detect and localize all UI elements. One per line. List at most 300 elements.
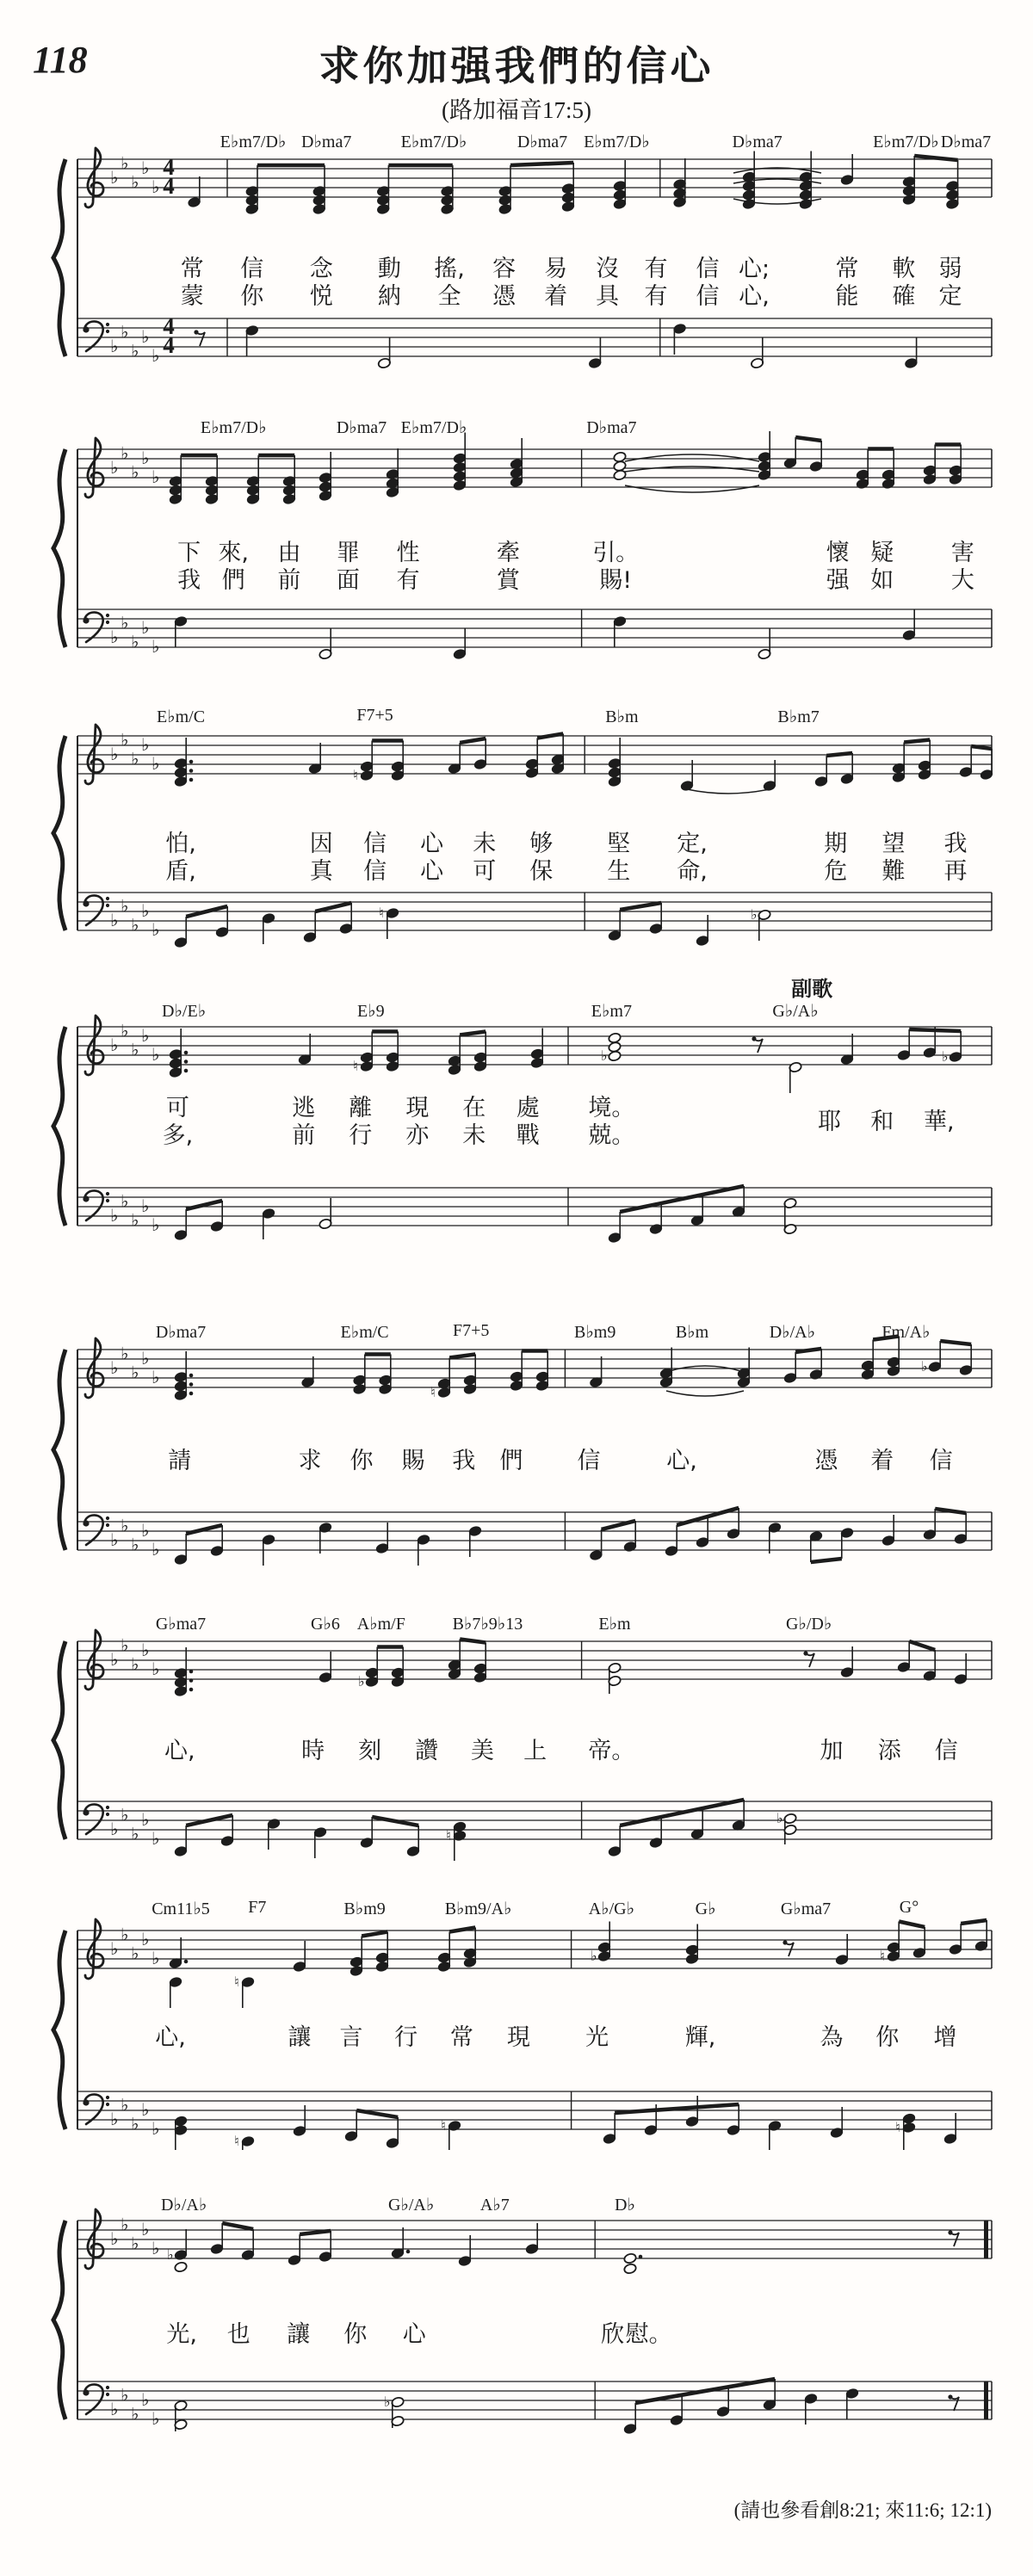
chord-symbol: A♭/G♭: [588, 1900, 635, 1918]
beam: [315, 903, 351, 911]
lyric-syllable: 離: [349, 1095, 373, 1121]
lyric-line-l1: [0, 2315, 1033, 2348]
accidental-icon: ♭: [358, 1673, 365, 1690]
bass-clef-icon: [106, 2103, 109, 2106]
lyric-syllable: 定: [938, 283, 962, 310]
beam: [460, 1640, 486, 1643]
lyric-syllable: 求: [298, 1448, 322, 1474]
lyric-syllable: 增: [933, 2024, 957, 2051]
lyric-syllable: 欣: [601, 2321, 625, 2348]
chord-symbol: D♭/A♭: [769, 1323, 816, 1342]
key-signature-flat-icon: ♭: [152, 636, 160, 657]
accidental-icon: ♮: [895, 2119, 900, 2135]
key-signature-flat-icon: ♭: [110, 2399, 119, 2419]
bass-clef-icon: [83, 2099, 89, 2105]
lyric-syllable: 牽: [496, 540, 520, 566]
lyric-syllable: 着: [544, 283, 568, 310]
scripture-reference: (路加福音17:5): [442, 97, 591, 123]
lyric-line-l1: [0, 534, 1033, 566]
augmentation-dot: [184, 1051, 189, 1055]
key-signature-flat-icon: ♭: [131, 914, 139, 936]
key-signature-flat-icon: ♭: [131, 1362, 139, 1383]
chord-symbol: E♭m7/D♭: [400, 418, 467, 437]
key-signature-flat-icon: ♭: [141, 617, 150, 638]
lyric-syllable: 我: [452, 1448, 476, 1474]
lyric-syllable: 常: [835, 256, 859, 282]
time-signature: 4: [163, 173, 175, 199]
key-signature-flat-icon: ♭: [131, 748, 139, 769]
key-signature-flat-icon: ♭: [152, 2238, 160, 2258]
lyric-syllable: 盾,: [165, 858, 196, 885]
key-signature-flat-icon: ♭: [110, 1205, 119, 1226]
key-signature-flat-icon: ♭: [131, 2403, 139, 2425]
lyric-syllable: 來,: [218, 540, 249, 566]
lyric-syllable: 時: [301, 1738, 325, 1764]
chord-symbol: E♭m7: [591, 1002, 632, 1021]
lyric-syllable: 信: [696, 256, 720, 282]
beam: [811, 1559, 842, 1562]
bass-clef-icon: [106, 1192, 109, 1195]
bass-clef-icon: [106, 2393, 109, 2396]
key-signature-flat-icon: ♭: [141, 448, 150, 468]
system-6: [0, 1603, 1033, 1861]
beam: [222, 2223, 253, 2229]
lyric-syllable: 賜!: [599, 567, 633, 594]
lyric-syllable: 有: [396, 567, 420, 594]
hymn-title: 求你加强我們的信心: [319, 45, 714, 90]
lyric-syllable: 期: [824, 831, 848, 857]
beam: [904, 740, 930, 743]
beam: [460, 738, 486, 743]
augmentation-dot: [189, 1392, 194, 1396]
lyric-syllable: 生: [607, 858, 631, 885]
chord-symbol: E♭m: [598, 1615, 631, 1634]
key-signature-flat-icon: ♭: [110, 2109, 119, 2129]
key-signature-flat-icon: ♭: [152, 2408, 160, 2429]
augmentation-dot: [189, 1374, 194, 1378]
chord-symbol: E♭m7/D♭: [584, 133, 650, 151]
beam: [449, 1355, 475, 1358]
chord-symbol: Cm11♭5: [152, 1900, 210, 1918]
key-signature-flat-icon: ♭: [121, 1515, 129, 1536]
eighth-rest-icon: [197, 332, 205, 346]
lyric-syllable: 怕,: [165, 831, 196, 857]
key-signature-flat-icon: ♭: [141, 2099, 150, 2120]
system-3: [0, 695, 1033, 954]
tie-slur: [625, 466, 759, 472]
lyric-syllable: 你: [349, 1448, 374, 1474]
tie-slur: [687, 789, 770, 794]
chord-symbol: G♭ma7: [155, 1615, 207, 1634]
lyric-syllable: 我: [943, 831, 968, 857]
final-barline: [984, 2221, 988, 2258]
system-8: [0, 2186, 1033, 2444]
key-signature-flat-icon: ♭: [152, 1539, 160, 1560]
bass-clef-icon: [106, 904, 109, 907]
lyric-syllable: 軟: [892, 256, 916, 282]
lyric-line-l1: [0, 825, 1033, 857]
accidental-icon: ♭: [776, 1810, 783, 1826]
key-signature-flat-icon: ♭: [152, 466, 160, 487]
lyric-syllable: 逃: [292, 1095, 316, 1121]
lyric-syllable: 心: [420, 858, 444, 885]
chord-symbol: D♭/E♭: [162, 1002, 207, 1021]
lyric-syllable: 念: [309, 256, 333, 282]
chord-symbol: E♭m/C: [340, 1323, 389, 1342]
lyric-syllable: 可: [473, 858, 497, 885]
lyric-syllable: 行: [349, 1122, 373, 1149]
chord-symbol: G♭/D♭: [785, 1615, 832, 1634]
accidental-icon: ♮: [353, 1058, 358, 1074]
key-signature-flat-icon: ♭: [152, 1214, 160, 1235]
accidental-icon: ♭: [601, 1047, 608, 1064]
lyric-syllable: 保: [529, 858, 554, 885]
chord-symbol: E♭m7/D♭: [873, 133, 939, 151]
accidental-icon: ♭: [942, 1048, 949, 1065]
lyric-syllable: 引。: [592, 540, 640, 566]
lyric-syllable: 難: [881, 858, 906, 885]
chord-symbol: E♭m7/D♭: [220, 133, 287, 151]
lyric-syllable: 堅: [607, 831, 631, 857]
time-signature: 4: [163, 332, 175, 358]
key-signature-flat-icon: ♭: [110, 167, 119, 188]
augmentation-dot: [189, 1382, 194, 1387]
beam: [300, 2231, 331, 2234]
footer-cross-references: (請也參看創8:21; 來11:6; 12:1): [733, 2499, 992, 2521]
lyric-syllable: 輝,: [684, 2024, 716, 2051]
lyric-syllable: 信: [577, 1448, 601, 1474]
accidental-icon: ♮: [234, 1974, 239, 1990]
chord-symbol: Fm/A♭: [881, 1323, 931, 1342]
chord-symbol: G♭/A♭: [772, 1002, 819, 1021]
lyric-line-l2: [0, 277, 1033, 310]
lyric-syllable: 未: [462, 1122, 486, 1149]
bass-clef-icon: [83, 1195, 89, 1202]
key-signature-flat-icon: ♭: [131, 1943, 139, 1964]
chord-symbol: A♭7: [479, 2196, 510, 2215]
lyric-line-l2: [0, 561, 1033, 594]
augmentation-dot: [189, 1670, 194, 1674]
lyric-syllable: 面: [336, 567, 360, 594]
lyric-syllable: 沒: [596, 256, 620, 282]
key-signature-flat-icon: ♭: [141, 734, 150, 755]
accidental-icon: ♮: [430, 1384, 436, 1400]
lyric-syllable: 境。: [588, 1095, 635, 1121]
lyric-syllable: 信: [934, 1738, 958, 1764]
key-signature-flat-icon: ♭: [121, 2094, 129, 2116]
beam: [620, 1800, 744, 1825]
chord-symbol: B♭m9: [343, 1900, 386, 1918]
lyric-syllable: 慰。: [625, 2321, 672, 2348]
bass-clef-icon: [83, 900, 89, 906]
lyric-line-l1: [0, 2018, 1033, 2051]
beam: [186, 1201, 222, 1209]
system-1: [0, 120, 1033, 405]
chord-symbol: D♭ma7: [516, 133, 568, 151]
beam: [971, 746, 992, 749]
lyric-syllable: 蒙: [180, 283, 204, 310]
system-2: [0, 405, 1033, 673]
lyric-syllable: 你: [240, 283, 264, 310]
chord-symbol: D♭: [615, 2196, 635, 2215]
chord-symbol: G♭6: [311, 1615, 340, 1634]
time-signature: 4: [163, 154, 175, 180]
lyric-syllable: 為: [820, 2024, 844, 2051]
key-signature-flat-icon: ♭: [121, 1343, 129, 1364]
key-signature-flat-icon: ♭: [131, 2233, 139, 2254]
beam: [356, 2110, 398, 2117]
chord-symbol: G♭: [695, 1900, 716, 1918]
lyric-syllable: 心: [402, 2321, 426, 2348]
bass-clef-icon: [106, 1517, 109, 1520]
lyric-line-l2: [0, 1116, 1033, 1149]
augmentation-dot: [406, 2250, 411, 2254]
lyric-syllable: 亦: [405, 1122, 430, 1149]
accidental-icon: ♮: [379, 905, 384, 921]
beam: [186, 1525, 222, 1534]
key-signature-flat-icon: ♭: [131, 1209, 139, 1231]
lyric-syllable: 請: [168, 1448, 192, 1474]
augmentation-dot: [639, 2255, 643, 2259]
chord-symbol: E♭9: [356, 1002, 385, 1021]
lyric-syllable: 信: [240, 256, 264, 282]
key-signature-flat-icon: ♭: [131, 171, 139, 193]
key-signature-flat-icon: ♭: [152, 753, 160, 774]
chord-symbol: D♭/A♭: [160, 2196, 207, 2215]
lyric-syllable: 添: [877, 1738, 901, 1764]
accidental-icon: ♮: [441, 2117, 446, 2134]
final-barline: [984, 2381, 988, 2419]
key-signature-flat-icon: ♭: [110, 1938, 119, 1959]
accidental-icon: ♮: [353, 767, 358, 783]
lyric-syllable: 信: [929, 1448, 953, 1474]
lyric-syllable: 着: [870, 1448, 894, 1474]
lyric-syllable: 真: [309, 858, 333, 885]
lyric-syllable: 心: [420, 831, 444, 857]
lyric-syllable: 害: [950, 540, 974, 566]
augmentation-dot: [189, 769, 194, 773]
lyric-syllable: 信: [363, 831, 387, 857]
key-signature-flat-icon: ♭: [110, 1529, 119, 1550]
key-signature-flat-icon: ♭: [121, 1924, 129, 1945]
lyric-syllable: 加: [820, 1738, 844, 1764]
key-signature-flat-icon: ♭: [141, 326, 150, 347]
key-signature-flat-icon: ♭: [131, 1653, 139, 1675]
key-signature-flat-icon: ♭: [121, 2384, 129, 2406]
tie-slur: [625, 485, 759, 492]
lyric-syllable: 心,: [666, 1448, 697, 1474]
lyric-syllable: 懷: [826, 540, 850, 566]
lyric-syllable: 有: [644, 256, 668, 282]
lyric-syllable: 行: [394, 2024, 418, 2051]
key-signature-flat-icon: ♭: [131, 2113, 139, 2134]
key-signature-flat-icon: ♭: [152, 345, 160, 366]
key-signature-flat-icon: ♭: [152, 1828, 160, 1849]
beam: [620, 903, 661, 910]
chord-symbol: D♭ma7: [336, 418, 387, 437]
beam: [620, 1186, 744, 1212]
chord-symbol: E♭m7/D♭: [400, 133, 467, 151]
lyric-syllable: 戰: [516, 1122, 540, 1149]
key-signature-flat-icon: ♭: [121, 1804, 129, 1825]
lyric-syllable: 疑: [870, 540, 894, 566]
bass-clef-icon: [106, 621, 109, 624]
key-signature-flat-icon: ♭: [141, 158, 150, 178]
key-signature-flat-icon: ♭: [110, 1819, 119, 1839]
lyric-syllable: 心;: [738, 256, 770, 282]
accidental-icon: ♭: [751, 906, 758, 923]
lyric-syllable: 因: [309, 831, 333, 857]
lyric-syllable: 搖,: [434, 256, 465, 282]
beam: [899, 1922, 925, 1928]
chord-symbol: G♭/A♭: [387, 2196, 435, 2215]
lyric-syllable: 望: [881, 831, 906, 857]
lyric-syllable: 命,: [677, 858, 708, 885]
lyric-syllable: 易: [544, 256, 568, 282]
refrain-label: 副歌: [791, 977, 833, 1001]
lyric-syllable: 們: [499, 1448, 523, 1474]
lyric-syllable: 强: [826, 567, 850, 594]
lyric-syllable: 言: [339, 2024, 363, 2051]
bass-clef-icon: [106, 330, 109, 333]
note-head: [608, 1032, 622, 1043]
lyric-syllable: 上: [523, 1738, 547, 1764]
lyric-syllable: 你: [343, 2321, 368, 2348]
tie-slur: [625, 454, 759, 461]
chord-symbol: F7: [248, 1898, 267, 1917]
beam: [510, 163, 573, 165]
lyric-syllable: 兢。: [588, 1122, 635, 1149]
chord-symbol: B♭m: [675, 1323, 709, 1342]
beam: [909, 1029, 961, 1031]
chord-symbol: D♭ma7: [732, 133, 782, 151]
bass-clef-icon: [83, 1809, 89, 1815]
key-signature-flat-icon: ♭: [152, 1659, 160, 1679]
bass-clef-icon: [83, 1520, 89, 1526]
bass-clef-icon: [83, 2389, 89, 2395]
key-signature-flat-icon: ♭: [141, 1809, 150, 1830]
key-signature-flat-icon: ♭: [141, 2389, 150, 2410]
lyric-syllable: 動: [377, 256, 401, 282]
lyric-syllable: 和: [870, 1109, 894, 1135]
lyric-syllable: 前: [292, 1122, 316, 1149]
key-signature-flat-icon: ♭: [141, 1640, 150, 1660]
lyric-syllable: 讓: [288, 2024, 312, 2051]
hymn-number: 118: [33, 39, 88, 81]
chord-symbol: D♭ma7: [940, 133, 992, 151]
chord-symbol: B♭7♭9♭13: [452, 1615, 523, 1634]
lyric-syllable: 未: [473, 831, 497, 857]
chord-symbol: E♭m7/D♭: [200, 418, 267, 437]
lyric-syllable: 够: [529, 831, 554, 857]
chord-symbol: G♭ma7: [780, 1900, 832, 1918]
beam: [449, 1928, 475, 1932]
lyric-syllable: 心,: [739, 283, 770, 310]
bass-clef-icon: [83, 326, 89, 332]
accidental-icon: ♭: [921, 1358, 928, 1374]
key-signature-flat-icon: ♭: [110, 627, 119, 647]
lyric-syllable: 光,: [166, 2321, 197, 2348]
chord-symbol: D♭ma7: [301, 133, 352, 151]
accidental-icon: ♭: [167, 2246, 174, 2263]
lyric-syllable: 信: [363, 858, 387, 885]
lyric-syllable: 能: [835, 283, 859, 310]
key-signature-flat-icon: ♭: [121, 2214, 129, 2235]
lyric-syllable: 讓: [287, 2321, 311, 2348]
beam: [961, 1920, 987, 1924]
lyric-syllable: 現: [506, 2024, 530, 2051]
lyric-line-l1: [0, 1732, 1033, 1764]
beam: [795, 437, 821, 441]
chord-symbol: E♭m/C: [156, 707, 206, 726]
augmentation-dot: [184, 1960, 189, 1964]
bass-clef-icon: [106, 1523, 109, 1527]
lyric-syllable: 現: [405, 1095, 430, 1121]
augmentation-dot: [184, 1059, 189, 1064]
chord-symbol: B♭m7: [777, 707, 820, 726]
bass-clef-icon: [106, 1199, 109, 1202]
time-signature: 4: [163, 313, 175, 339]
accidental-icon: ♭: [384, 2394, 391, 2410]
lyric-syllable: 賜: [401, 1448, 425, 1474]
key-signature-flat-icon: ♭: [121, 1634, 129, 1656]
lyric-syllable: 信: [696, 283, 720, 310]
lyric-syllable: 耶: [818, 1109, 842, 1135]
key-signature-flat-icon: ♭: [131, 461, 139, 483]
key-signature-flat-icon: ♭: [131, 1039, 139, 1060]
lyric-syllable: 大: [950, 567, 974, 594]
lyric-syllable: 在: [462, 1095, 486, 1121]
chord-symbol: D♭ma7: [155, 1323, 207, 1342]
beam: [362, 1932, 387, 1937]
chord-symbol: A♭m/F: [356, 1615, 405, 1634]
lyric-syllable: 憑: [814, 1448, 838, 1474]
lyric-syllable: 美: [470, 1738, 494, 1764]
note-head: [623, 2263, 637, 2274]
beam: [826, 753, 852, 756]
lyric-line-l2: [0, 852, 1033, 885]
bass-clef-icon: [83, 617, 89, 623]
lyric-syllable: 納: [377, 283, 401, 310]
lyric-syllable: 性: [396, 540, 420, 566]
chord-symbol: F7+5: [452, 1321, 490, 1340]
chord-symbol: D♭ma7: [586, 418, 637, 437]
lyric-syllable: 讚: [415, 1738, 439, 1764]
key-signature-flat-icon: ♭: [152, 1367, 160, 1387]
lyric-syllable: 常: [180, 256, 204, 282]
lyric-syllable: 們: [221, 567, 245, 594]
lyric-syllable: 處: [516, 1095, 540, 1121]
system-4: [0, 960, 1033, 1244]
key-signature-flat-icon: ♭: [121, 321, 129, 343]
accidental-icon: ♮: [880, 1948, 885, 1964]
lyric-syllable: 具: [596, 283, 620, 310]
key-signature-flat-icon: ♭: [110, 1357, 119, 1378]
key-signature-flat-icon: ♭: [152, 1044, 160, 1065]
key-signature-flat-icon: ♭: [110, 2228, 119, 2249]
lyric-syllable: 如: [870, 567, 894, 594]
key-signature-flat-icon: ♭: [141, 2219, 150, 2239]
key-signature-flat-icon: ♭: [152, 2118, 160, 2139]
note-head: [623, 2252, 637, 2264]
lyric-syllable: 悦: [309, 283, 333, 310]
chord-symbol: B♭m: [605, 707, 639, 726]
key-signature-flat-icon: ♭: [141, 1195, 150, 1216]
augmentation-dot: [189, 760, 194, 764]
lyric-syllable: 再: [943, 858, 968, 885]
beam: [460, 1032, 486, 1035]
lyric-syllable: 華,: [924, 1109, 955, 1135]
